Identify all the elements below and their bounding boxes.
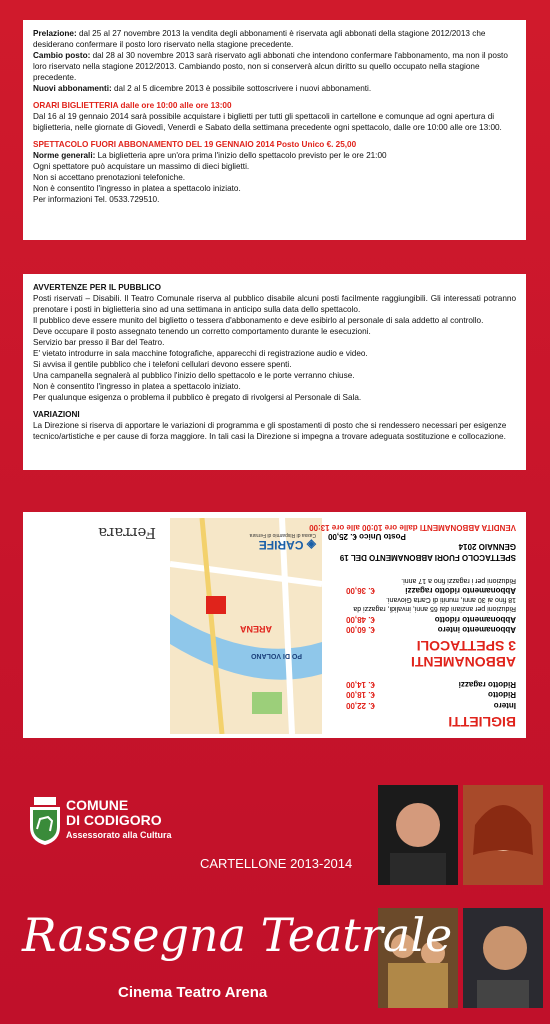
ferrara-logo: Ferrara <box>98 524 156 542</box>
nuovi-abbonamenti-paragraph: Nuovi abbonamenti: dal 2 al 5 dicembre 2013 è possibile sottoscrivere i nuovi abbonamenti. <box>33 84 372 93</box>
actor-photo-2 <box>463 785 543 885</box>
avvertenze-line: Una campanella segnalerà al pubblico l'inizio dello spettacolo e le porte verranno chiuse. <box>33 371 355 380</box>
price-row: Intero €. 22,00 <box>346 701 516 710</box>
avvertenze-line: Deve occupare il posto assegnato tenendo un corretto comportamento durante le esecuzioni. <box>33 327 371 336</box>
price-row: Abbonamento ridotto €. 48,00 <box>346 615 516 624</box>
carife-logo: ◈ CARIFE Cassa di Risparmio di Ferrara <box>249 532 316 552</box>
variazioni-text: La Direzione si riserva di apportare le variazioni di programma e gli spostamenti di posto che si rendessero necessari per esigenze tecnico/artistiche e per cause di forza maggiore. In tali casi la Direzione si impegna a trovare adeguata sostituzione e collocazione. <box>33 421 507 441</box>
cinema-label: Cinema Teatro Arena <box>118 984 268 1001</box>
avvertenze-line: Non è consentito l'ingresso in platea a spettacolo iniziato. <box>33 382 241 391</box>
map-road-label: PO DI VOLANO <box>251 652 302 659</box>
avvertenze-paragraph: Posti riservati – Disabili. Il Teatro Comunale riserva al pubblico disabile alcuni posti facilmente raggiungibili. Gli interessati potranno prenotare i posti in biglietteria sino ad una settimana in anticipo sulla data dello spettacolo. <box>33 294 516 314</box>
actor-photo-1 <box>378 785 458 885</box>
assessorato-label: Assessorato alla Cultura <box>66 830 172 840</box>
ticket-rotated-content <box>23 512 526 738</box>
vendita-abbonamenti: VENDITA ABBONAMENTI dalle ore 10:00 alle ore 13:00 <box>309 523 516 532</box>
avvertenze-line: Servizio bar presso il Bar del Teatro. <box>33 338 165 347</box>
ragazzi-note: Riduzioni per i ragazzi fino a 17 anni. <box>401 577 516 584</box>
price-row: Abbonamento intero €. 60,00 <box>346 625 516 635</box>
price-row: Ridotto €. 18,00 <box>346 690 516 700</box>
comune-crest-icon <box>28 797 62 845</box>
cartellone-label: CARTELLONE 2013-2014 <box>200 856 353 871</box>
fuori-abbonamento-block: SPETTACOLO FUORI ABBONAMENTO DEL 19 GENNAIO 2014 Posto Unico €. 25,00 <box>328 532 516 562</box>
orari-title: ORARI BIGLIETTERIA dalle ore 10:00 alle ore 13:00 <box>33 101 232 110</box>
prices-block <box>346 575 516 731</box>
norme-paragraph: Norme generali: La biglietteria apre un'ora prima l'inizio dello spettacolo previsto per le ore 21:00 <box>33 151 387 160</box>
avvertenze-title: AVVERTENZE PER IL PUBBLICO <box>33 283 161 292</box>
biglietti-heading: BIGLIETTI <box>448 714 516 730</box>
norme-line: Per informazioni Tel. 0533.729510. <box>33 195 160 204</box>
cambio-posto-paragraph: Cambio posto: dal 28 al 30 novembre 2013 sarà riservato agli abbonati che intendono confermare l'abbonamento, ma non il posto loro riservato nella stagione 2012/2013. Cambiando posto, non si conserverà alcun diritto su quello occupato nella stagione precedente. <box>33 51 508 82</box>
price-row: Abbonamento ridotto ragazzi €. 36,00 <box>346 586 516 596</box>
rassegna-title: Rassegna Teatrale <box>22 908 453 962</box>
norme-line: Non è consentito l'ingresso in platea a spettacolo iniziato. <box>33 184 241 193</box>
price-row: Ridotto ragazzi €. 14,00 <box>346 680 516 689</box>
orari-text: Dal 16 al 19 gennaio 2014 sarà possibile acquistare i biglietti per tutti gli spettacoli in cartellone e comunque ad ogni apertura di biglietteria, nelle giornate di Giovedì, Venerdì e Sabato della settimana precedente ogni spettacolo, dalle ore 10:00 alle ore 13:00. <box>33 112 502 132</box>
carife-icon: ◈ <box>303 538 316 552</box>
avvertenze-line: Per qualunque esigenza o problema il pubblico è pregato di rivolgersi al Personale di Sala. <box>33 393 362 402</box>
ticket-panel <box>23 512 526 738</box>
norme-line: Non si accettano prenotazioni telefoniche. <box>33 173 186 182</box>
spettacoli-heading: 3 SPETTACOLI <box>416 638 516 655</box>
avvertenze-card <box>23 274 526 470</box>
prelazione-paragraph: Prelazione: dal 25 al 27 novembre 2013 la vendita degli abbonamenti è riservata agli abbonati della stagione 2012/2013 che desiderano confermare il posto loro riservato nella stagione precedente. <box>33 29 486 49</box>
norme-line: Ogni spettatore può acquistare un massimo di dieci biglietti. <box>33 162 250 171</box>
fuori-abbonamento-title: SPETTACOLO FUORI ABBONAMENTO DEL 19 GENNAIO 2014 Posto Unico €. 25,00 <box>33 140 357 149</box>
avvertenze-line: Il pubblico deve essere munito del biglietto o tessera d'abbonamento e deve esibirlo al personale di sala addetto al controllo. <box>33 316 484 325</box>
avvertenze-line: E' vietato introdurre in sala macchine fotografiche, apparecchi di registrazione audio e video. <box>33 349 368 358</box>
riduzioni-note: Riduzioni per anziani dai 65 anni, invalidi, ragazzi da 18 fino ai 30 anni, muniti di Carta Giovani. <box>353 596 516 613</box>
ticket-info-card <box>23 20 526 240</box>
actor-photo-4 <box>463 908 543 1008</box>
abbonamenti-heading: ABBONAMENTI <box>411 654 516 671</box>
variazioni-title: VARIAZIONI <box>33 410 80 419</box>
comune-title: COMUNE DI CODIGORO <box>66 797 162 828</box>
avvertenze-line: Si avvisa il gentile pubblico che i telefoni cellulari devono essere spenti. <box>33 360 292 369</box>
map-arena-label: ARENA <box>239 624 272 634</box>
